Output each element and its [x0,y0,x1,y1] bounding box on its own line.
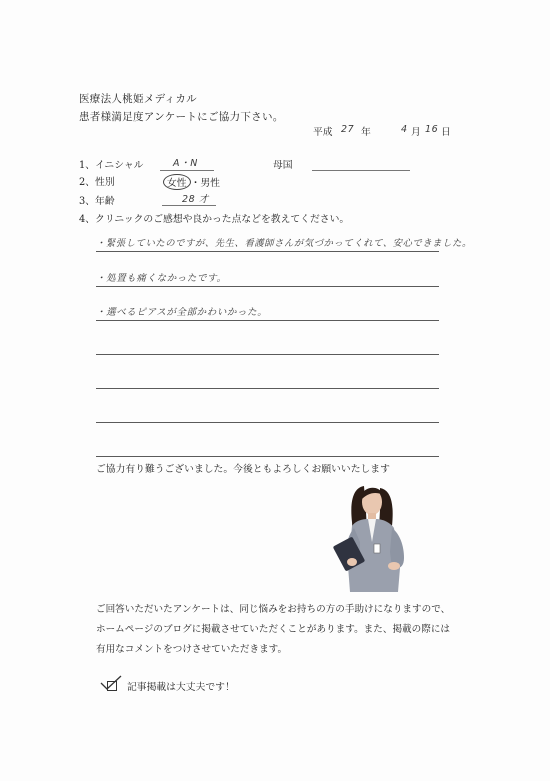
checkmark-icon [99,674,123,692]
notice-paragraph: ご回答いただいたアンケートは、同じ悩みをお持ちの方の手助けになりますので、ホームページのブログに掲載させていただくことがあります。また、掲載の際には有用なコメントをつけさせていただきます。 [96,604,451,655]
writing-line [96,251,439,252]
age-underline [162,205,216,206]
woman-with-clipboard-illustration [330,482,426,594]
answer-line-1: ・緊張していたのですが、先生、看護師さんが気づかってくれて、安心できました。 [96,238,472,249]
writing-line [96,354,439,355]
answer-line-3: ・選べるピアスが全部かわいかった。 [96,307,268,318]
date-day-unit: 日 [441,127,451,138]
initial-value: A・N [173,158,198,169]
date-year-unit: 年 [361,127,371,138]
writing-line [96,286,439,287]
date-era: 平成 [313,127,333,138]
consent-label: 記事掲載は大丈夫です！ [127,682,235,693]
gender-label: 2、性別 [79,177,115,188]
date-month: 4 [401,124,408,135]
question-4-label: 4、クリニックのご感想や良かった点などを教えてください。 [79,214,350,225]
age-label: 3、年齢 [79,196,115,207]
country-underline [312,170,410,171]
gender-separator: ・ [190,178,201,189]
country-label: 母国 [273,160,293,171]
date-year: 27 [341,124,355,135]
answer-line-2: ・処置も痛くなかったです。 [96,273,227,284]
writing-line [96,388,439,389]
writing-line [96,422,439,423]
gender-female-option: 女性 [163,174,191,190]
gender-options [167,174,220,190]
writing-line [96,320,439,321]
writing-line [96,456,439,457]
gender-male-option: 男性 [200,178,220,189]
date-day: 16 [425,124,439,135]
date-month-unit: 月 [411,127,421,138]
initial-label: 1、イニシャル [79,160,144,171]
thanks-text: ご協力有り難うございました。今後ともよろしくお願いいたします [96,464,390,475]
initial-underline [160,170,214,171]
clinic-name: 医療法人桃姫メディカル [79,93,197,105]
survey-title: 患者様満足度アンケートにご協力下さい。 [79,111,284,123]
age-value: 28 才 [182,194,210,205]
